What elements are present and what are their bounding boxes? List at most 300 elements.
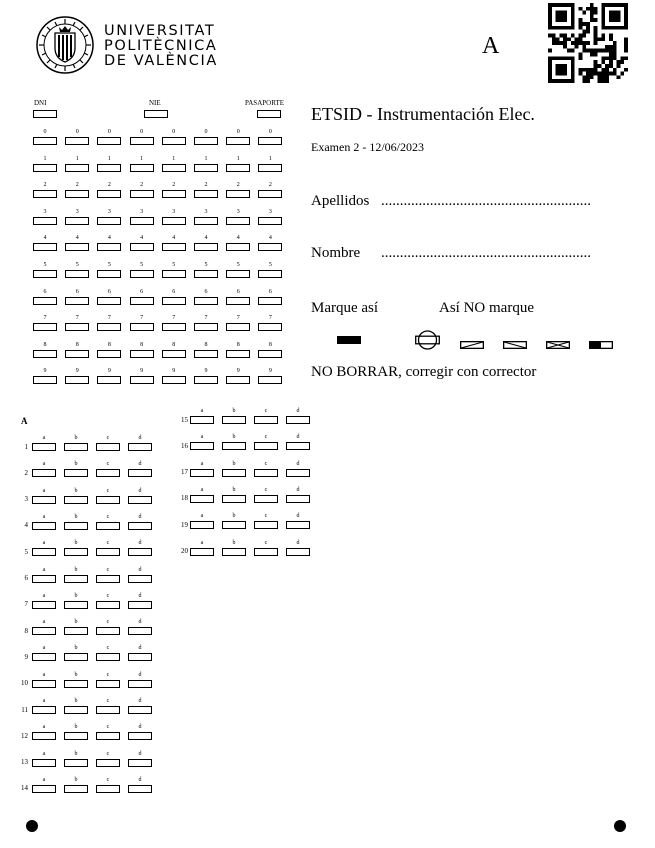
qr-module — [575, 45, 579, 49]
id-digit-box[interactable] — [130, 164, 154, 172]
question-number: 6 — [24, 574, 28, 582]
qr-module — [601, 33, 605, 37]
qr-module — [613, 18, 617, 22]
qr-module — [598, 49, 602, 53]
answer-model-label: A — [21, 416, 28, 426]
answer-box[interactable] — [190, 469, 214, 477]
qr-module — [601, 56, 605, 60]
answer-box[interactable] — [32, 575, 56, 583]
id-digit-box[interactable] — [162, 217, 186, 225]
answer-box[interactable] — [96, 522, 120, 530]
question-number: 7 — [24, 600, 28, 609]
id-digit-label: 4 — [43, 235, 47, 242]
id-digit-box[interactable] — [33, 243, 57, 251]
answer-box[interactable] — [96, 706, 120, 714]
dni-checkbox[interactable] — [33, 110, 57, 118]
id-digit-box[interactable] — [194, 217, 218, 225]
qr-module — [601, 72, 605, 76]
answer-box[interactable] — [64, 627, 88, 635]
qr-module — [594, 60, 598, 64]
option-label: a — [42, 671, 46, 678]
qr-module — [556, 18, 560, 22]
qr-module — [548, 49, 552, 53]
id-digit-box[interactable] — [162, 350, 186, 358]
id-digit-box[interactable] — [162, 270, 186, 278]
id-digit-box[interactable] — [130, 376, 154, 384]
university-name-line-1: UNIVERSITAT — [104, 23, 216, 39]
answer-box[interactable] — [128, 759, 152, 767]
id-digit-box[interactable] — [65, 376, 89, 384]
question-number: 20 — [181, 547, 188, 555]
qr-module — [590, 53, 594, 57]
answer-box[interactable] — [190, 442, 214, 450]
qr-module — [601, 37, 605, 41]
answer-box[interactable] — [64, 785, 88, 793]
answer-box[interactable] — [32, 680, 56, 688]
id-digit-label: 9 — [43, 368, 47, 375]
qr-module — [571, 11, 575, 15]
qr-module — [559, 64, 563, 68]
option-label: c — [106, 750, 110, 757]
id-digit-box[interactable] — [162, 323, 186, 331]
id-digit-label: 7 — [204, 315, 208, 322]
answer-box[interactable] — [64, 706, 88, 714]
id-digit-box[interactable] — [97, 217, 121, 225]
university-name-line-2: POLITÈCNICA — [104, 38, 218, 54]
id-digit-box[interactable] — [97, 190, 121, 198]
qr-module — [586, 75, 590, 79]
id-digit-box[interactable] — [258, 137, 282, 145]
qr-module — [548, 68, 552, 72]
id-digit-label: 0 — [43, 129, 47, 135]
answer-box[interactable] — [286, 442, 310, 450]
option-label: c — [264, 539, 268, 546]
option-label: d — [138, 619, 142, 626]
qr-module — [571, 60, 575, 64]
id-digit-box[interactable] — [33, 350, 57, 358]
id-digit-box[interactable] — [258, 190, 282, 198]
id-digit-box[interactable] — [65, 243, 89, 251]
id-digit-box[interactable] — [97, 243, 121, 251]
answer-box[interactable] — [128, 575, 152, 583]
answer-box[interactable] — [254, 469, 278, 477]
id-digit-box[interactable] — [33, 164, 57, 172]
option-label: a — [200, 486, 204, 493]
answer-box[interactable] — [254, 548, 278, 556]
qr-module — [613, 26, 617, 30]
pasaporte-checkbox[interactable] — [257, 110, 281, 118]
answer-box[interactable] — [222, 521, 246, 529]
id-digit-label: 9 — [140, 368, 144, 375]
id-digit-box[interactable] — [194, 190, 218, 198]
qr-module — [586, 41, 590, 45]
qr-module — [578, 56, 582, 60]
nombre-field[interactable] — [381, 244, 617, 262]
answer-box[interactable] — [222, 416, 246, 424]
registration-dot-left — [26, 820, 38, 832]
answer-box[interactable] — [96, 680, 120, 688]
qr-module — [609, 53, 613, 57]
answer-box[interactable] — [128, 548, 152, 556]
id-digit-box[interactable] — [162, 137, 186, 145]
qr-module — [598, 37, 602, 41]
id-digit-box[interactable] — [65, 137, 89, 145]
answer-box[interactable] — [32, 522, 56, 530]
id-digit-label: 0 — [140, 129, 144, 135]
id-digit-box[interactable] — [65, 164, 89, 172]
id-digit-box[interactable] — [258, 164, 282, 172]
id-digit-box[interactable] — [226, 376, 250, 384]
id-digit-label: 3 — [204, 208, 208, 215]
id-digit-box[interactable] — [162, 164, 186, 172]
answer-box[interactable] — [222, 442, 246, 450]
mark-example-partial — [589, 336, 613, 344]
id-digit-box[interactable] — [97, 270, 121, 278]
answer-box[interactable] — [96, 469, 120, 477]
answer-box[interactable] — [128, 706, 152, 714]
qr-module — [613, 45, 617, 49]
qr-module — [548, 7, 552, 11]
qr-module — [582, 79, 586, 83]
id-digit-label: 5 — [172, 262, 176, 268]
answer-box[interactable] — [32, 443, 56, 451]
id-digit-label: 4 — [107, 235, 111, 242]
qr-module — [548, 33, 552, 37]
id-digit-box[interactable] — [130, 217, 154, 225]
nie-checkbox[interactable] — [144, 110, 168, 118]
qr-module — [548, 72, 552, 76]
id-digit-box[interactable] — [194, 350, 218, 358]
id-digit-box[interactable] — [33, 270, 57, 278]
id-digit-box[interactable] — [162, 190, 186, 198]
qr-module — [571, 14, 575, 18]
id-digit-box[interactable] — [97, 350, 121, 358]
answer-box[interactable] — [128, 522, 152, 530]
id-digit-label: 8 — [75, 341, 79, 348]
answer-box[interactable] — [128, 627, 152, 635]
answer-box[interactable] — [254, 495, 278, 503]
id-digit-box[interactable] — [258, 270, 282, 278]
option-label: c — [106, 645, 110, 652]
answer-box[interactable] — [96, 548, 120, 556]
id-digit-label: 8 — [236, 341, 240, 348]
answer-box[interactable] — [64, 469, 88, 477]
id-digit-box[interactable] — [33, 297, 57, 305]
answer-box[interactable] — [222, 469, 246, 477]
answer-box[interactable] — [128, 443, 152, 451]
qr-module — [620, 56, 624, 60]
option-label: a — [42, 776, 46, 783]
answer-box[interactable] — [32, 469, 56, 477]
answer-box[interactable] — [64, 548, 88, 556]
answer-box[interactable] — [286, 548, 310, 556]
answer-box[interactable] — [32, 706, 56, 714]
answer-box[interactable] — [128, 732, 152, 740]
qr-module — [601, 18, 605, 22]
answer-box[interactable] — [64, 575, 88, 583]
answer-box[interactable] — [222, 548, 246, 556]
qr-module — [556, 68, 560, 72]
id-digit-label: 1 — [268, 155, 272, 162]
id-digit-box[interactable] — [194, 164, 218, 172]
qr-module — [559, 68, 563, 72]
qr-module — [582, 75, 586, 79]
qr-module — [578, 33, 582, 37]
id-digit-box[interactable] — [65, 217, 89, 225]
qr-module — [559, 11, 563, 15]
id-digit-box[interactable] — [258, 323, 282, 331]
id-digit-box[interactable] — [258, 243, 282, 251]
answer-box[interactable] — [254, 416, 278, 424]
answer-box[interactable] — [96, 732, 120, 740]
id-digit-box[interactable] — [97, 164, 121, 172]
id-digit-box[interactable] — [97, 297, 121, 305]
id-digit-label: 9 — [268, 368, 272, 375]
id-digit-box[interactable] — [258, 376, 282, 384]
id-digit-box[interactable] — [194, 137, 218, 145]
qr-module — [571, 18, 575, 22]
id-digit-label: 4 — [75, 235, 79, 242]
id-digit-box[interactable] — [162, 243, 186, 251]
option-label: d — [138, 513, 142, 520]
answer-box[interactable] — [96, 759, 120, 767]
answer-box[interactable] — [96, 601, 120, 609]
option-label: c — [106, 513, 110, 520]
question-number: 13 — [21, 758, 28, 767]
answer-box[interactable] — [96, 443, 120, 451]
answer-box[interactable] — [32, 601, 56, 609]
qr-module — [575, 37, 579, 41]
id-digit-label: 6 — [43, 288, 47, 295]
answer-box[interactable] — [32, 732, 56, 740]
id-digit-label: 3 — [172, 208, 176, 215]
qr-module — [613, 72, 617, 76]
qr-module — [598, 64, 602, 68]
answer-box[interactable] — [64, 522, 88, 530]
answer-box[interactable] — [32, 759, 56, 767]
qr-module — [594, 64, 598, 68]
answer-box[interactable] — [190, 521, 214, 529]
qr-module — [578, 72, 582, 76]
answer-box[interactable] — [32, 548, 56, 556]
option-label: d — [138, 435, 142, 441]
answer-box[interactable] — [64, 601, 88, 609]
id-digit-label: 3 — [75, 208, 79, 215]
id-digit-label: 9 — [172, 368, 176, 375]
answer-box[interactable] — [190, 495, 214, 503]
option-label: d — [296, 513, 300, 520]
question-number: 11 — [21, 705, 28, 714]
option-label: b — [74, 461, 78, 468]
id-digit-box[interactable] — [130, 350, 154, 358]
id-digit-box[interactable] — [33, 137, 57, 145]
id-digit-box[interactable] — [162, 376, 186, 384]
id-digit-label: 7 — [107, 315, 111, 322]
id-digit-box[interactable] — [65, 190, 89, 198]
qr-module — [594, 72, 598, 76]
id-digit-box[interactable] — [194, 243, 218, 251]
id-digit-label: 8 — [204, 341, 208, 348]
qr-module — [578, 37, 582, 41]
id-digit-box[interactable] — [226, 297, 250, 305]
answer-box[interactable] — [128, 496, 152, 504]
answer-box[interactable] — [286, 495, 310, 503]
qr-module — [613, 56, 617, 60]
qr-module — [594, 30, 598, 34]
qr-module — [582, 45, 586, 49]
answer-box[interactable] — [64, 653, 88, 661]
id-digit-label: 5 — [43, 262, 47, 268]
id-digit-box[interactable] — [226, 270, 250, 278]
qr-module — [548, 18, 552, 22]
id-digit-box[interactable] — [97, 323, 121, 331]
id-digit-box[interactable] — [258, 217, 282, 225]
answer-box[interactable] — [96, 653, 120, 661]
qr-module — [617, 14, 621, 18]
qr-module — [552, 56, 556, 60]
answer-box[interactable] — [64, 443, 88, 451]
answer-box[interactable] — [64, 732, 88, 740]
id-digit-label: 4 — [140, 235, 144, 242]
answer-box[interactable] — [96, 785, 120, 793]
answer-box[interactable] — [32, 496, 56, 504]
id-digit-box[interactable] — [130, 190, 154, 198]
id-digit-box[interactable] — [162, 297, 186, 305]
answer-box[interactable] — [190, 416, 214, 424]
qr-module — [556, 3, 560, 7]
qr-module — [567, 26, 571, 30]
question-number: 12 — [21, 731, 28, 740]
id-digit-box[interactable] — [130, 297, 154, 305]
qr-module — [609, 18, 613, 22]
qr-module — [559, 26, 563, 30]
option-label: c — [106, 724, 110, 731]
id-digit-box[interactable] — [226, 323, 250, 331]
answer-box[interactable] — [32, 653, 56, 661]
id-digit-label: 4 — [204, 235, 208, 242]
answer-box[interactable] — [222, 495, 246, 503]
answer-box[interactable] — [254, 521, 278, 529]
qr-module — [609, 26, 613, 30]
id-digit-box[interactable] — [194, 376, 218, 384]
answer-box[interactable] — [286, 521, 310, 529]
qr-module — [548, 75, 552, 79]
id-digit-box[interactable] — [194, 323, 218, 331]
id-digit-box[interactable] — [97, 376, 121, 384]
id-digit-box[interactable] — [130, 270, 154, 278]
qr-module — [598, 72, 602, 76]
id-digit-label: 2 — [43, 182, 47, 189]
id-digit-box[interactable] — [65, 350, 89, 358]
answer-box[interactable] — [128, 785, 152, 793]
qr-module — [624, 22, 628, 26]
id-digit-box[interactable] — [258, 350, 282, 358]
qr-module — [563, 64, 567, 68]
answer-box[interactable] — [96, 496, 120, 504]
id-digit-box[interactable] — [33, 376, 57, 384]
dni-label: DNI — [34, 99, 47, 107]
id-digit-box[interactable] — [194, 297, 218, 305]
qr-module — [556, 79, 560, 83]
qr-module — [609, 3, 613, 7]
option-label: d — [138, 487, 142, 494]
answer-box[interactable] — [128, 601, 152, 609]
qr-module — [559, 72, 563, 76]
qr-module — [563, 18, 567, 22]
answer-box[interactable] — [254, 442, 278, 450]
option-label: b — [74, 776, 78, 783]
apellidos-field[interactable] — [381, 192, 617, 210]
id-digit-box[interactable] — [194, 270, 218, 278]
answer-box[interactable] — [190, 548, 214, 556]
id-digit-box[interactable] — [226, 243, 250, 251]
option-label: b — [74, 435, 78, 441]
answer-box[interactable] — [32, 627, 56, 635]
qr-module — [548, 14, 552, 18]
id-digit-box[interactable] — [258, 297, 282, 305]
id-digit-label: 3 — [140, 208, 144, 215]
qr-module — [613, 41, 617, 45]
qr-module — [624, 26, 628, 30]
qr-module — [590, 3, 594, 7]
exam-model-letter: A — [482, 33, 500, 59]
id-digit-label: 2 — [204, 182, 208, 189]
qr-module — [586, 26, 590, 30]
id-digit-box[interactable] — [65, 297, 89, 305]
answer-box[interactable] — [96, 627, 120, 635]
id-digit-box[interactable] — [65, 323, 89, 331]
option-label: d — [296, 539, 300, 546]
option-label: a — [200, 513, 204, 520]
qr-module — [624, 37, 628, 41]
id-digit-label: 1 — [107, 155, 111, 162]
answer-box[interactable] — [32, 785, 56, 793]
id-digit-box[interactable] — [226, 217, 250, 225]
id-digit-box[interactable] — [33, 190, 57, 198]
answer-box[interactable] — [64, 759, 88, 767]
id-digit-box[interactable] — [226, 190, 250, 198]
answer-box[interactable] — [128, 653, 152, 661]
id-digit-box[interactable] — [97, 137, 121, 145]
qr-module — [601, 68, 605, 72]
id-digit-box[interactable] — [226, 137, 250, 145]
qr-module — [624, 18, 628, 22]
id-digit-box[interactable] — [226, 350, 250, 358]
id-digit-box[interactable] — [130, 323, 154, 331]
qr-module — [609, 37, 613, 41]
id-digit-label: 4 — [172, 235, 176, 242]
option-label: c — [264, 434, 268, 441]
qr-module — [601, 22, 605, 26]
answer-box[interactable] — [128, 680, 152, 688]
qr-module — [598, 75, 602, 79]
id-digit-box[interactable] — [130, 243, 154, 251]
answer-box[interactable] — [286, 469, 310, 477]
id-digit-box[interactable] — [130, 137, 154, 145]
qr-module — [601, 75, 605, 79]
id-digit-box[interactable] — [226, 164, 250, 172]
answer-box[interactable] — [286, 416, 310, 424]
qr-module — [563, 56, 567, 60]
answer-box[interactable] — [96, 575, 120, 583]
id-digit-box[interactable] — [65, 270, 89, 278]
answer-box[interactable] — [64, 496, 88, 504]
id-digit-box[interactable] — [33, 323, 57, 331]
answer-box[interactable] — [128, 469, 152, 477]
qr-module — [624, 68, 628, 72]
id-digit-box[interactable] — [33, 217, 57, 225]
answer-box[interactable] — [64, 680, 88, 688]
